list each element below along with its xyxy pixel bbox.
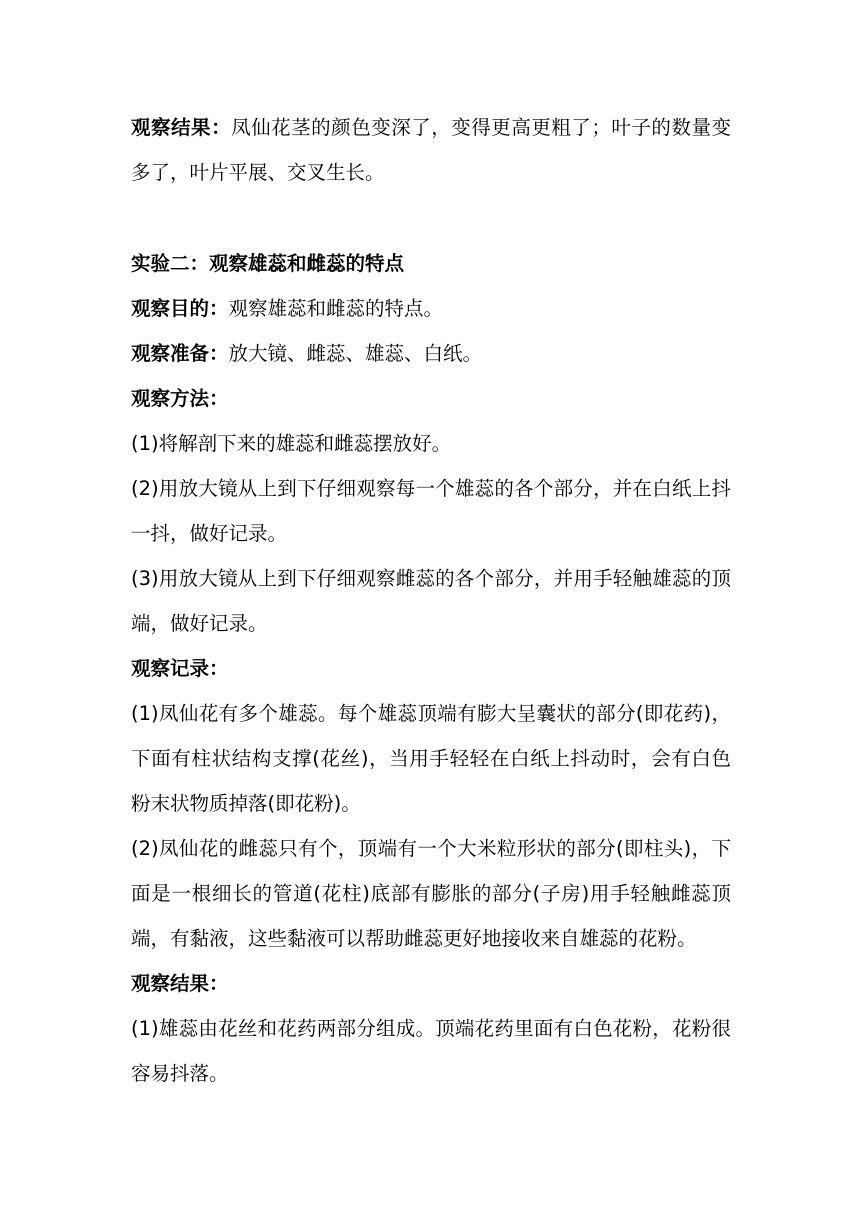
method-step-3-line-1: (3)用放大镜从上到下仔细观察雌蕊的各个部分，并用手轻触雄蕊的顶 bbox=[131, 567, 731, 590]
method-step-2-line-1: (2)用放大镜从上到下仔细观察每一个雄蕊的各个部分，并在白纸上抖 bbox=[131, 477, 731, 500]
prep-label: 观察准备： bbox=[131, 342, 229, 365]
purpose-line bbox=[131, 296, 731, 322]
record-2-line-3: 端，有黏液，这些黏液可以帮助雌蕊更好地接收来自雄蕊的花粉。 bbox=[131, 927, 697, 950]
result1-label: 观察结果： bbox=[131, 116, 232, 139]
method-label: 观察方法： bbox=[131, 387, 229, 410]
result-label: 观察结果： bbox=[131, 972, 229, 995]
record-2-line-2: 面是一根细长的管道(花柱)底部有膨胀的部分(子房)用手轻触雌蕊顶 bbox=[131, 882, 731, 905]
method-step-1: (1)将解剖下来的雄蕊和雌蕊摆放好。 bbox=[131, 432, 452, 455]
record-2-line-1: (2)凤仙花的雌蕊只有个，顶端有一个大米粒形状的部分(即柱头)，下 bbox=[131, 837, 731, 860]
record-1-line-1: (1)凤仙花有多个雄蕊。每个雄蕊顶端有膨大呈囊状的部分(即花药)， bbox=[131, 702, 731, 725]
prep-text: 放大镜、雌蕊、雄蕊、白纸。 bbox=[228, 342, 483, 365]
result1-text: 凤仙花茎的颜色变深了，变得更高更粗了；叶子的数量变 bbox=[231, 116, 731, 139]
record-1-line-2: 下面有柱状结构支撑(花丝)，当用手轻轻在白纸上抖动时，会有白色 bbox=[131, 747, 731, 770]
purpose-text: 观察雄蕊和雌蕊的特点。 bbox=[228, 297, 444, 320]
purpose-label: 观察目的： bbox=[131, 297, 229, 320]
record-label: 观察记录： bbox=[131, 657, 229, 680]
result1-line-2: 多了，叶片平展、交叉生长。 bbox=[131, 161, 385, 184]
result-1-line-1: (1)雄蕊由花丝和花药两部分组成。顶端花药里面有白色花粉，花粉很 bbox=[131, 1017, 731, 1040]
result1-line-1 bbox=[131, 115, 731, 141]
result-1-line-2: 容易抖落。 bbox=[131, 1062, 229, 1085]
prep-line bbox=[131, 341, 731, 367]
experiment2-title: 实验二：观察雄蕊和雌蕊的特点 bbox=[131, 252, 405, 275]
method-step-3-line-2: 端，做好记录。 bbox=[131, 612, 268, 635]
record-1-line-3: 粉末状物质掉落(即花粉)。 bbox=[131, 792, 361, 815]
method-step-2-line-2: 一抖，做好记录。 bbox=[131, 522, 288, 545]
